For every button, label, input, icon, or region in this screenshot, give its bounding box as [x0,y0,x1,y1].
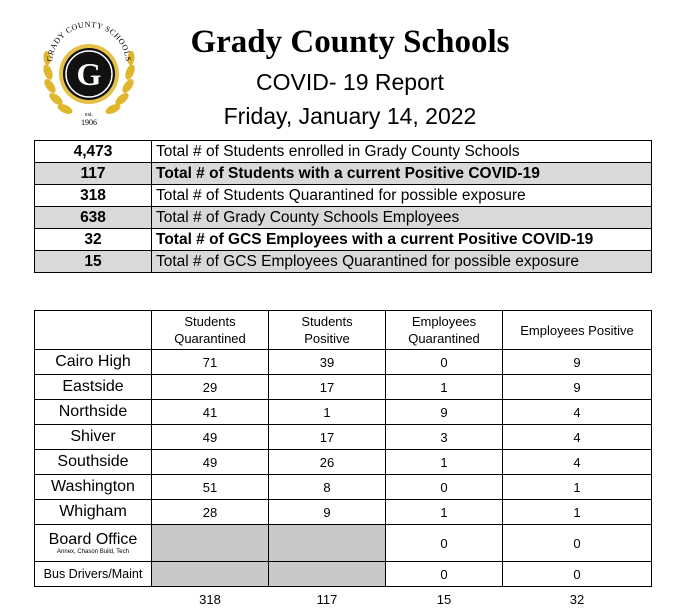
students-quarantined-cell: 49 [152,450,269,475]
employees-quarantined-cell: 3 [386,425,503,450]
students-quarantined-cell: 51 [152,475,269,500]
employees-quarantined-cell: 1 [386,500,503,525]
employees-positive-cell: 1 [503,475,652,500]
summary-row [35,141,652,163]
employees-positive-cell: 4 [503,400,652,425]
students-quarantined-cell-empty [152,562,269,587]
report-title: COVID- 19 Report [150,67,550,97]
table-row [35,425,652,450]
header-students-positive: Students Positive [269,311,386,350]
students-quarantined-cell: 71 [152,350,269,375]
school-name: Southside [35,450,152,475]
students-quarantined-cell-empty [152,525,269,562]
table-row [35,350,652,375]
table-row [35,375,652,400]
summary-table [34,140,652,273]
students-positive-cell-empty [269,525,386,562]
employees-quarantined-cell: 9 [386,400,503,425]
students-positive-cell: 9 [269,500,386,525]
school-name: Washington [35,475,152,500]
employees-positive-cell: 9 [503,350,652,375]
total-students-positive: 117 [269,587,386,611]
employees-quarantined-cell: 0 [386,525,503,562]
employees-positive-cell: 0 [503,525,652,562]
school-table-header [35,311,652,350]
students-positive-cell: 39 [269,350,386,375]
summary-row [35,229,652,251]
logo-arc-text: GRADY COUNTY SCHOOLS [45,20,133,62]
summary-row [35,163,652,185]
students-positive-cell-empty [269,562,386,587]
report-date: Friday, January 14, 2022 [150,101,550,131]
students-quarantined-cell: 29 [152,375,269,400]
summary-row [35,185,652,207]
employees-positive-cell: 1 [503,500,652,525]
school-name: Northside [35,400,152,425]
students-quarantined-cell: 41 [152,400,269,425]
summary-row [35,251,652,273]
students-positive-cell: 17 [269,375,386,400]
summary-label: Total # of Grady County Schools Employees [152,207,652,229]
employees-quarantined-cell: 1 [386,375,503,400]
total-employees-quarantined: 15 [386,587,503,611]
employees-quarantined-cell: 1 [386,450,503,475]
school-table [34,310,652,611]
employees-quarantined-cell: 0 [386,350,503,375]
header-employees-quarantined: Employees Quarantined [386,311,503,350]
table-row [35,475,652,500]
employees-positive-cell: 4 [503,425,652,450]
school-name: Shiver [35,425,152,450]
board-office-label: Board Office [37,531,149,549]
header-students-quarantined: Students Quarantined [152,311,269,350]
table-row [35,400,652,425]
students-quarantined-cell: 49 [152,425,269,450]
school-name: Cairo High [35,350,152,375]
summary-label: Total # of Students with a current Positive COVID-19 [152,163,652,185]
org-title: Grady County Schools [150,22,550,62]
table-row [35,500,652,525]
table-row-bus [35,562,652,587]
school-name: Bus Drivers/Maint [35,562,152,587]
students-positive-cell: 1 [269,400,386,425]
table-row [35,450,652,475]
students-quarantined-cell: 28 [152,500,269,525]
summary-value: 15 [35,251,152,273]
school-name: Eastside [35,375,152,400]
totals-blank [35,587,152,611]
employees-quarantined-cell: 0 [386,562,503,587]
table-row-board-office [35,525,652,562]
summary-row [35,207,652,229]
total-employees-positive: 32 [503,587,652,611]
summary-value: 638 [35,207,152,229]
board-office-note: Annex, Chason Build, Tech [37,549,149,556]
summary-label: Total # of Students Quarantined for possible exposure [152,185,652,207]
employees-positive-cell: 9 [503,375,652,400]
summary-label: Total # of Students enrolled in Grady County Schools [152,141,652,163]
header-employees-positive: Employees Positive [503,311,652,350]
employees-positive-cell: 4 [503,450,652,475]
header-blank [35,311,152,350]
school-name: Whigham [35,500,152,525]
school-name [35,525,152,562]
logo-year: 1906 [81,118,97,127]
employees-positive-cell: 0 [503,562,652,587]
summary-value: 117 [35,163,152,185]
students-positive-cell: 17 [269,425,386,450]
total-students-quarantined: 318 [152,587,269,611]
employees-quarantined-cell: 0 [386,475,503,500]
students-positive-cell: 26 [269,450,386,475]
summary-label: Total # of GCS Employees with a current Positive COVID-19 [152,229,652,251]
logo-est: est. [85,112,94,118]
school-logo [34,12,144,130]
students-positive-cell: 8 [269,475,386,500]
summary-value: 318 [35,185,152,207]
summary-value: 32 [35,229,152,251]
logo-letter: G [77,56,102,92]
totals-row [35,587,652,611]
summary-label: Total # of GCS Employees Quarantined for possible exposure [152,251,652,273]
summary-value: 4,473 [35,141,152,163]
